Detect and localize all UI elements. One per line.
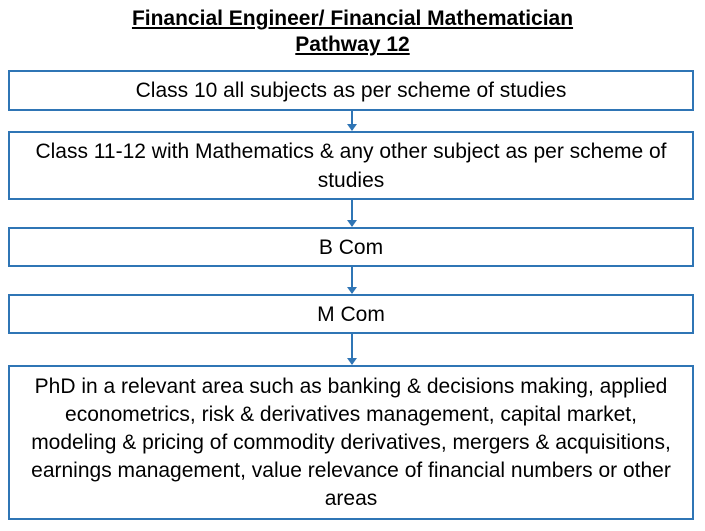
down-arrow-icon [351,334,353,364]
step-box-class-11-12 [8,131,694,200]
step-label: B Com [318,235,384,259]
down-arrow-icon [351,111,353,130]
step-label: M Com [317,302,385,326]
step-box-class-10 [8,70,694,111]
step-label: Class 11-12 with Mathematics & any other subject as per scheme of studies [35,139,667,192]
step-label: Class 10 all subjects as per scheme of studies [135,79,567,102]
step-box-mcom [8,294,694,334]
pathway-title: Financial Engineer/ Financial Mathematician [131,7,574,30]
pathway-subtitle: Pathway 12 [295,33,410,56]
down-arrow-icon [351,200,353,226]
step-label: PhD in a relevant area such as banking & decisions making, applied econometrics, risk & derivatives management, capital market, modeling & pricing of commodity derivatives, mergers & acquisitions, earnings management, value relevance of financial numbers or other areas [31,374,671,510]
step-box-phd [8,365,694,520]
step-box-bcom [8,227,694,267]
down-arrow-icon [351,267,353,293]
